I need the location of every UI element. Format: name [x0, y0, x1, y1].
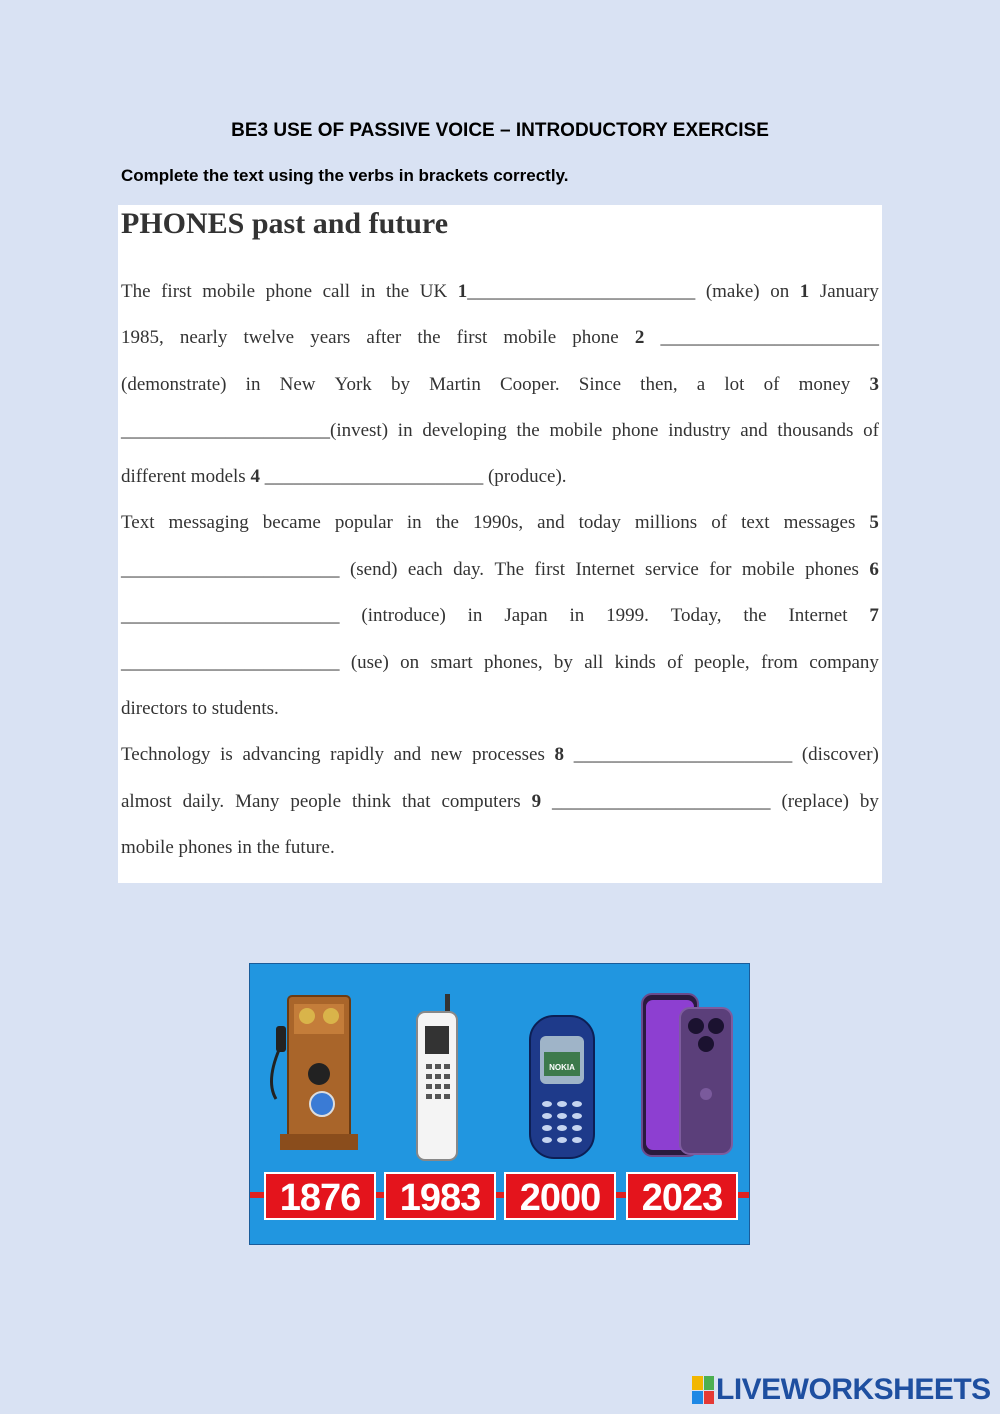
text-word: mobile [503, 327, 557, 348]
year-band [250, 1164, 749, 1224]
brick-phone-icon [417, 994, 457, 1160]
text-line [121, 742, 879, 768]
text-word: in [245, 374, 261, 395]
text-word: advancing [242, 744, 321, 765]
answer-blank[interactable]: 1________________________ [457, 281, 696, 302]
text-word: kinds [614, 652, 656, 673]
worksheet-title: BE3 USE OF PASSIVE VOICE – INTRODUCTORY EXERCISE [231, 120, 769, 141]
text-word: people [290, 791, 342, 812]
text-word: a [696, 374, 706, 395]
text-word: text [741, 512, 770, 533]
answer-blank[interactable]: ______________________(invest) [121, 420, 389, 441]
text-word: Japan [504, 605, 548, 626]
text-word: the [417, 327, 441, 348]
text-line [121, 510, 879, 536]
text-line [121, 372, 879, 398]
text-word: today [578, 512, 621, 533]
answer-blank[interactable]: different models 4 _______________________ (produce). [121, 466, 567, 487]
year-label: 2000 [504, 1172, 616, 1220]
smartphone-icon [642, 994, 732, 1156]
text-word: day. [453, 559, 485, 580]
text-word: (use) [350, 652, 389, 673]
text-word: people, [694, 652, 750, 673]
text-word: and [537, 512, 565, 533]
text-word: is [220, 744, 233, 765]
answer-blank[interactable]: _______________________ [552, 791, 771, 812]
text-word: 1999. [606, 605, 649, 626]
text-word: popular [334, 512, 393, 533]
text-word: of [711, 512, 728, 533]
text-word: Cooper. [500, 374, 560, 395]
text-word: daily. [182, 791, 225, 812]
year-label: 2023 [626, 1172, 738, 1220]
exercise-panel [118, 205, 882, 883]
text-word: Internet [575, 559, 635, 580]
text-word: almost [121, 791, 172, 812]
answer-blank[interactable]: _______________________ [573, 744, 793, 765]
text-word: 5 [869, 512, 879, 533]
text-word: in [467, 605, 483, 626]
text-word: of [863, 420, 879, 441]
text-word: The [494, 559, 525, 580]
text-word: new [430, 744, 463, 765]
text-word: New [279, 374, 316, 395]
text-word: nearly [179, 327, 228, 348]
text-word: of [667, 652, 683, 673]
exercise-heading: PHONES past and future [121, 207, 449, 240]
text-word: the [743, 605, 767, 626]
phone-history-image [249, 963, 750, 1245]
answer-blank[interactable]: _______________________ [660, 327, 879, 348]
text-word: after [366, 327, 402, 348]
text-word: phone [612, 420, 659, 441]
text-word: January [819, 281, 879, 302]
text-word: lot [724, 374, 745, 395]
text-word: the [435, 512, 459, 533]
text-word: in [360, 281, 376, 302]
text-word: call [322, 281, 351, 302]
text-word: mobile phones in the future. [121, 837, 335, 858]
instruction-text: Complete the text using the verbs in brackets correctly. [121, 166, 569, 185]
text-word: first [456, 327, 488, 348]
logo-text: LIVEWORKSHEETS [716, 1373, 991, 1406]
text-word: money [798, 374, 851, 395]
text-word: in [406, 512, 422, 533]
text-word: 6 [869, 559, 879, 580]
text-word: phone [572, 327, 619, 348]
text-word: messages [783, 512, 856, 533]
text-word: industry [668, 420, 731, 441]
answer-blank[interactable]: _______________________ [121, 605, 340, 626]
text-word: in [569, 605, 585, 626]
text-word: phones, [484, 652, 543, 673]
text-word: first [161, 281, 192, 302]
text-word: thousands [777, 420, 854, 441]
text-word: by [553, 652, 573, 673]
text-word: 3 [869, 374, 879, 395]
text-line [121, 789, 879, 815]
text-line [121, 325, 879, 351]
text-word: directors to students. [121, 698, 279, 719]
text-line [121, 603, 879, 629]
text-word: (send) [349, 559, 398, 580]
text-word: phone [265, 281, 313, 302]
logo-icon [692, 1376, 714, 1404]
text-line [121, 835, 879, 861]
text-word: 8 [554, 744, 565, 765]
nokia-phone-icon [530, 1016, 594, 1158]
text-word: and [393, 744, 422, 765]
text-word: twelve [243, 327, 295, 348]
text-word: think [351, 791, 392, 812]
text-word: from [760, 652, 798, 673]
text-word: on [770, 281, 790, 302]
text-word: mobile [202, 281, 256, 302]
text-word: Many [235, 791, 280, 812]
text-word: became [262, 512, 321, 533]
nokia-label: NOKIA [549, 1063, 575, 1072]
text-word: company [809, 652, 879, 673]
text-line [121, 464, 879, 490]
text-word: phones [805, 559, 859, 580]
year-label: 1983 [384, 1172, 496, 1220]
text-word: mobile [549, 420, 603, 441]
text-line [121, 279, 879, 305]
text-word: service [645, 559, 699, 580]
year-label: 1876 [264, 1172, 376, 1220]
text-word: smart [430, 652, 473, 673]
text-word: and [740, 420, 768, 441]
text-word: then, [640, 374, 678, 395]
text-word: on [400, 652, 420, 673]
text-word: all [584, 652, 604, 673]
text-word: computers [441, 791, 521, 812]
text-word: each [407, 559, 443, 580]
text-word: 7 [869, 605, 879, 626]
text-word: UK [419, 281, 448, 302]
text-line [121, 696, 879, 722]
text-word: processes [472, 744, 545, 765]
text-word: of [763, 374, 780, 395]
text-line [121, 557, 879, 583]
text-word: developing [422, 420, 507, 441]
text-word: (discover) [801, 744, 879, 765]
text-word: in [397, 420, 413, 441]
text-word: that [402, 791, 431, 812]
text-word: 1990s, [472, 512, 524, 533]
text-word: years [310, 327, 351, 348]
text-line [121, 650, 879, 676]
text-word: (make) [705, 281, 760, 302]
wall-phone-icon [272, 996, 359, 1150]
text-word: messaging [168, 512, 249, 533]
text-word: the [385, 281, 410, 302]
text-word: 2 [634, 327, 645, 348]
text-word: mobile [741, 559, 795, 580]
answer-blank[interactable]: _______________________ [121, 559, 340, 580]
text-word: 9 [531, 791, 542, 812]
text-word: (replace) [781, 791, 849, 812]
text-word: Since [578, 374, 622, 395]
text-word: by [859, 791, 879, 812]
text-word: by [390, 374, 410, 395]
text-word: The [121, 281, 151, 302]
text-word: Technology [121, 744, 211, 765]
text-word: Today, [670, 605, 722, 626]
text-line [121, 418, 879, 444]
text-word: 1 [799, 281, 810, 302]
text-word: (introduce) [361, 605, 446, 626]
text-word: Martin [429, 374, 481, 395]
text-word: for [709, 559, 732, 580]
text-word: millions [634, 512, 698, 533]
text-word: York [334, 374, 372, 395]
text-word: first [534, 559, 566, 580]
text-word: 1985, [121, 327, 164, 348]
text-word: Internet [788, 605, 848, 626]
answer-blank[interactable]: _______________________ [121, 652, 340, 673]
text-word: (demonstrate) [121, 374, 227, 395]
liveworksheets-logo[interactable] [692, 1373, 991, 1407]
text-word: rapidly [330, 744, 384, 765]
text-word: Text [121, 512, 155, 533]
text-word: the [516, 420, 540, 441]
